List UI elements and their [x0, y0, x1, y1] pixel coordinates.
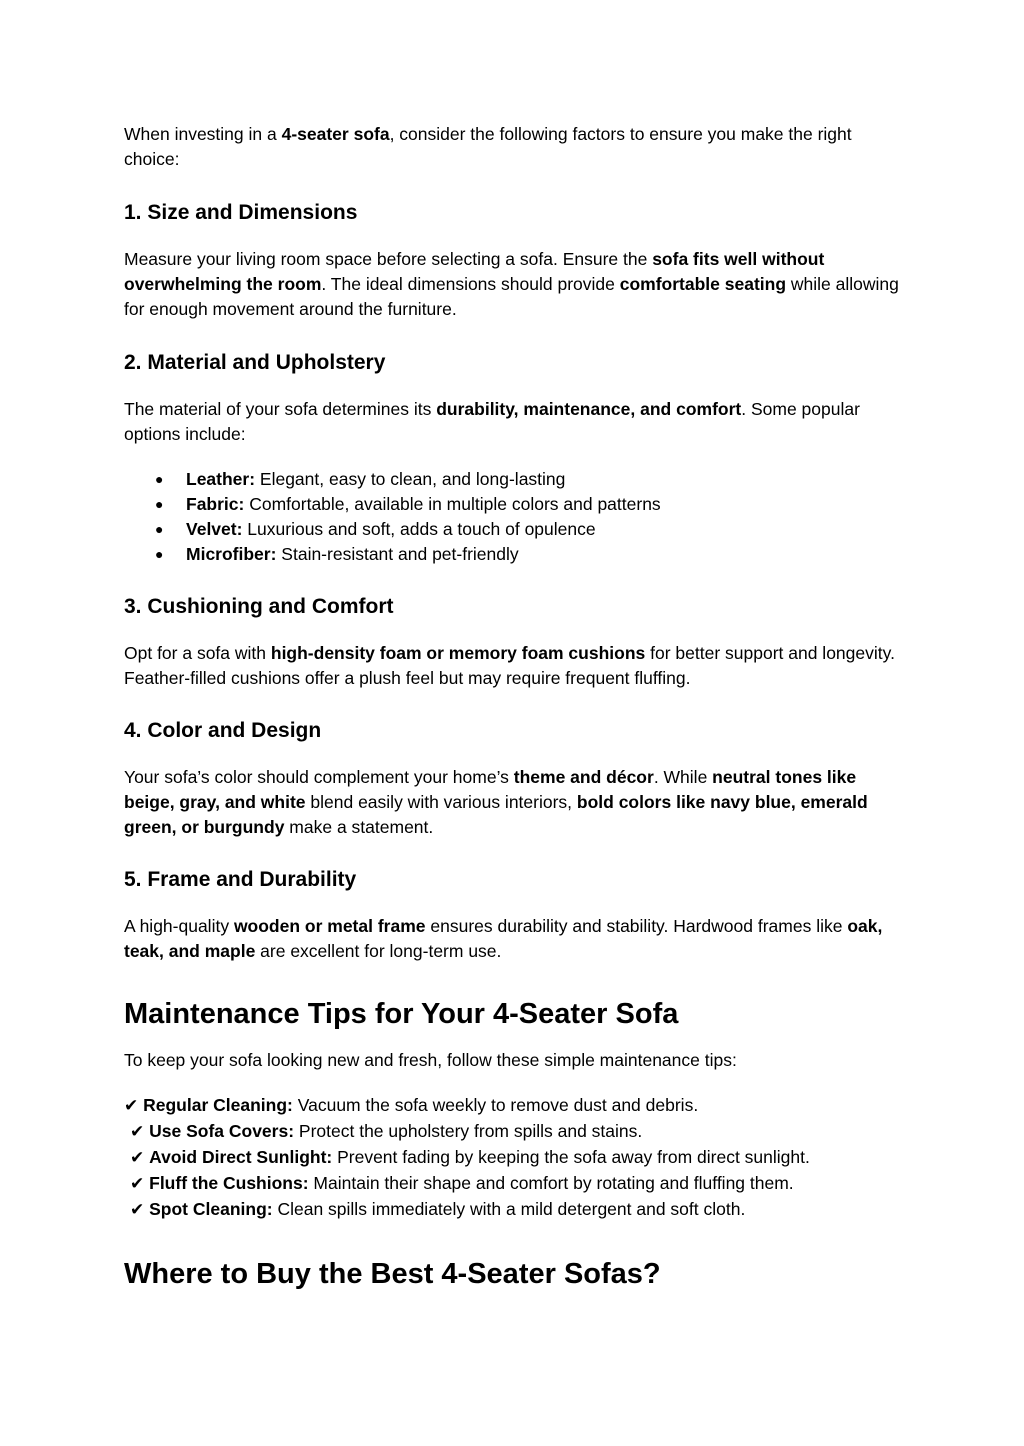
checkmark-icon: ✔	[130, 1148, 145, 1168]
tip-label: Avoid Direct Sunlight:	[149, 1147, 333, 1167]
color-bold: theme and décor	[513, 767, 654, 787]
maintenance-tips-list	[124, 1093, 904, 1223]
section-heading-size: 1. Size and Dimensions	[124, 201, 358, 224]
list-item-text: Comfortable, available in multiple colors and patterns	[244, 494, 661, 514]
section-heading-color: 4. Color and Design	[124, 719, 322, 742]
list-item-text: Elegant, easy to clean, and long-lasting	[255, 469, 566, 489]
bullet-icon: ●	[155, 496, 164, 512]
size-bold: sofa fits well without overwhelming the room	[124, 249, 825, 294]
list-item-text: Luxurious and soft, adds a touch of opulence	[242, 519, 596, 539]
cushioning-text: Opt for a sofa with	[124, 643, 271, 663]
list-item-label: Microfiber:	[186, 544, 277, 564]
maintenance-heading: Maintenance Tips for Your 4-Seater Sofa	[124, 998, 679, 1030]
frame-text: A high-quality	[124, 916, 234, 936]
material-bold: durability, maintenance, and comfort	[436, 399, 742, 419]
list-item	[124, 467, 904, 492]
list-item-label: Fabric:	[186, 494, 245, 514]
list-item	[124, 492, 904, 517]
section-heading-cushioning: 3. Cushioning and Comfort	[124, 595, 394, 618]
color-bold: bold colors like navy blue, emerald green, or burgundy	[124, 792, 868, 837]
tip-text: Prevent fading by keeping the sofa away from direct sunlight.	[332, 1147, 810, 1167]
cushioning-bold: high-density foam or memory foam cushions	[270, 643, 646, 663]
tip-text: Clean spills immediately with a mild detergent and soft cloth.	[272, 1199, 746, 1219]
bullet-icon: ●	[155, 546, 164, 562]
intro-text: When investing in a	[124, 124, 282, 144]
size-paragraph	[124, 247, 904, 322]
size-text: . The ideal dimensions should provide	[321, 274, 620, 294]
frame-text: are excellent for long-term use.	[255, 941, 502, 961]
frame-text: ensures durability and stability. Hardwood frames like	[425, 916, 848, 936]
list-item	[124, 1171, 904, 1197]
color-text: blend easily with various interiors,	[305, 792, 577, 812]
maintenance-intro: To keep your sofa looking new and fresh, follow these simple maintenance tips:	[124, 1050, 737, 1070]
tip-text: Vacuum the sofa weekly to remove dust and debris.	[292, 1095, 699, 1115]
section-heading-frame: 5. Frame and Durability	[124, 868, 357, 891]
color-bold: neutral tones like beige, gray, and white	[124, 767, 857, 812]
bullet-icon: ●	[155, 471, 164, 487]
list-item-text: Stain-resistant and pet-friendly	[276, 544, 519, 564]
color-text: . While	[653, 767, 713, 787]
tip-label: Fluff the Cushions:	[149, 1173, 309, 1193]
where-to-buy-heading: Where to Buy the Best 4-Seater Sofas?	[124, 1258, 661, 1290]
list-item	[124, 1197, 904, 1223]
material-paragraph	[124, 397, 904, 447]
size-text: Measure your living room space before selecting a sofa. Ensure the	[124, 249, 653, 269]
tip-label: Regular Cleaning:	[143, 1095, 293, 1115]
list-item	[124, 1119, 904, 1145]
size-text: while allowing for enough movement around the furniture.	[124, 274, 899, 319]
checkmark-icon: ✔	[124, 1096, 139, 1116]
tip-text: Maintain their shape and comfort by rotating and fluffing them.	[308, 1173, 794, 1193]
tip-text: Protect the upholstery from spills and stains.	[294, 1121, 643, 1141]
document-page	[124, 120, 904, 1292]
list-item	[124, 542, 904, 567]
checkmark-icon: ✔	[130, 1200, 145, 1220]
cushioning-text: for better support and longevity. Feather-filled cushions offer a plush feel but may require frequent fluffing.	[124, 643, 895, 688]
bullet-icon: ●	[155, 521, 164, 537]
frame-bold: wooden or metal frame	[233, 916, 426, 936]
list-item	[124, 1093, 904, 1119]
section-heading-material: 2. Material and Upholstery	[124, 351, 386, 374]
color-paragraph	[124, 765, 904, 840]
frame-bold: oak, teak, and maple	[124, 916, 883, 961]
checkmark-icon: ✔	[130, 1122, 145, 1142]
intro-text: , consider the following factors to ensure you make the right choice:	[124, 124, 852, 169]
material-text: . Some popular options include:	[124, 399, 860, 444]
list-item	[124, 517, 904, 542]
size-bold: comfortable seating	[619, 274, 787, 294]
intro-paragraph	[124, 122, 904, 172]
list-item-label: Velvet:	[186, 519, 243, 539]
material-list	[124, 467, 904, 567]
intro-bold: 4-seater sofa	[281, 124, 390, 144]
checkmark-icon: ✔	[130, 1174, 145, 1194]
list-item	[124, 1145, 904, 1171]
material-text: The material of your sofa determines its	[124, 399, 437, 419]
color-text: make a statement.	[284, 817, 434, 837]
cushioning-paragraph	[124, 641, 904, 691]
tip-label: Spot Cleaning:	[149, 1199, 273, 1219]
tip-label: Use Sofa Covers:	[149, 1121, 295, 1141]
list-item-label: Leather:	[186, 469, 256, 489]
frame-paragraph	[124, 914, 904, 964]
color-text: Your sofa’s color should complement your home’s	[124, 767, 514, 787]
